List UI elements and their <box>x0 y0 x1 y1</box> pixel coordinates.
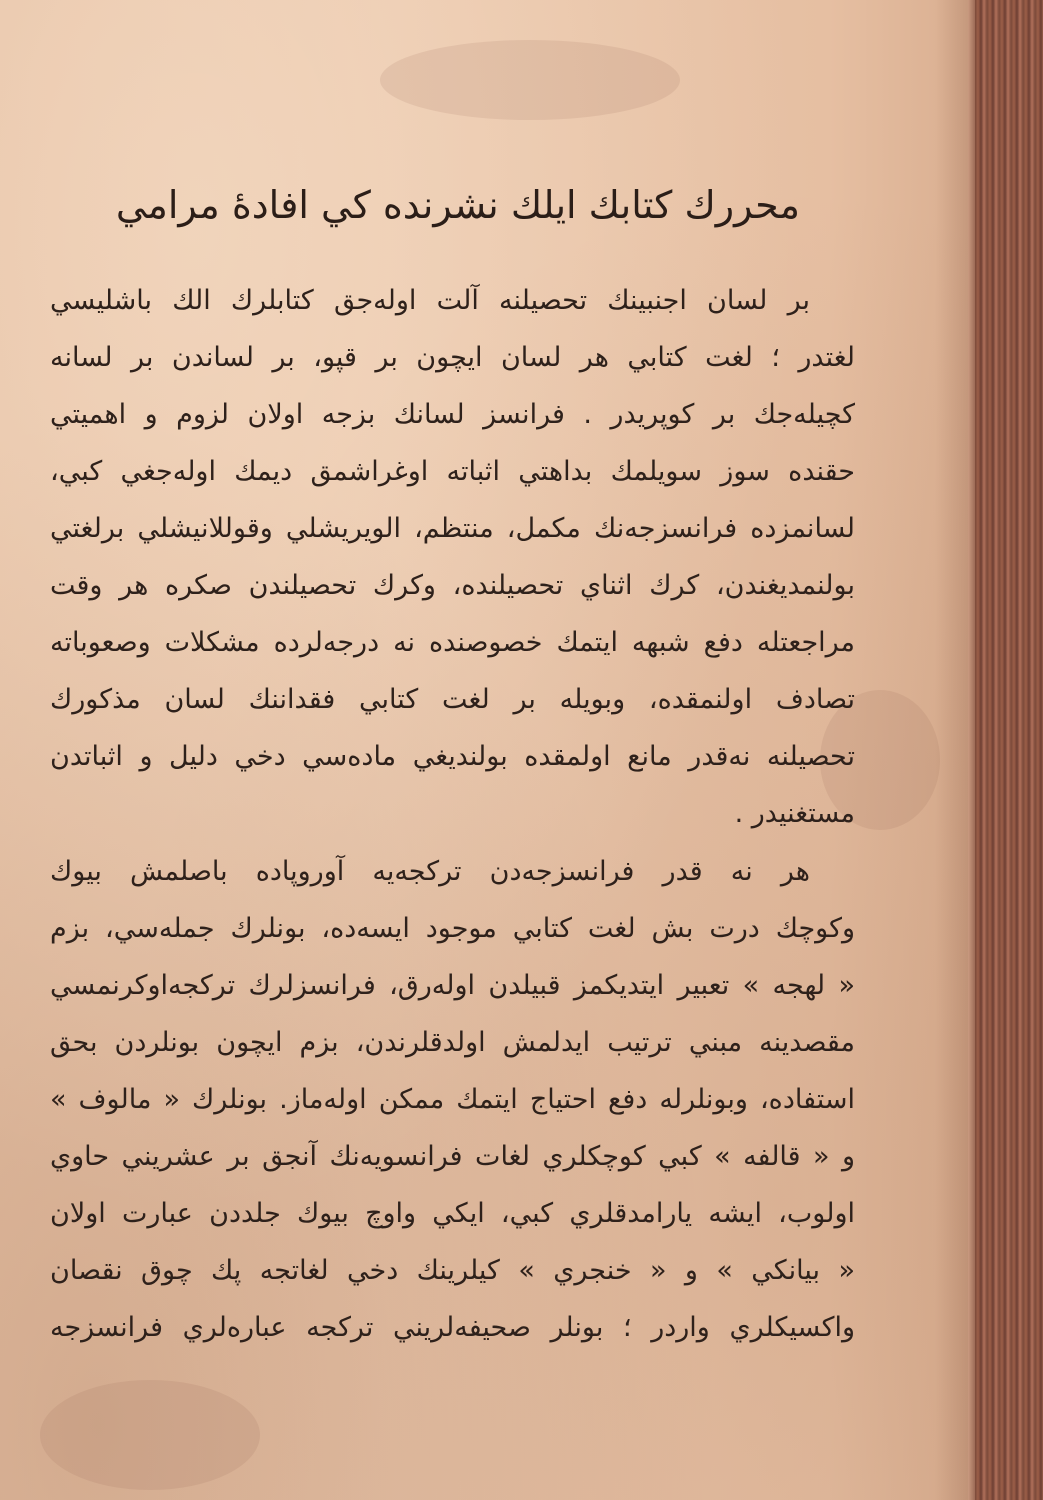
book-spine <box>975 0 1043 1500</box>
text-line: واكسيكلري واردر ؛ بونلر صحيفه‌لريني تركجه عباره‌لري فرانسزجه <box>50 1312 855 1343</box>
text-line: اولوب، ايشه يارامدقلري كبي، ايكي واوچ بيوك جلددن عبارت اولان <box>50 1198 855 1229</box>
page-heading: محررك كتابك ايلك نشرنده كي افادهٔ مرامي <box>115 183 800 227</box>
text-line: « بيانكي » و « خنجري » كيلرينك دخي لغاتجه پك چوق نقصان <box>50 1255 855 1286</box>
text-line: مقصدينه مبني ترتيب ايدلمش اولدقلرندن، بزم ايچون بونلردن بحق <box>50 1027 855 1058</box>
text-line: و « قالفه » كبي كوچكلري لغات فرانسويه‌نك آنجق بر عشريني حاوي <box>50 1141 855 1172</box>
text-line: مراجعتله دفع شبهه ايتمك خصوصنده نه درجه‌لرده مشكلات وصعوباته <box>50 627 855 658</box>
text-line: لسانمزده فرانسزجه‌نك مكمل، منتظم، الويريشلي وقوللانيشلي برلغتي <box>50 513 855 544</box>
text-line: « لهجه » تعبير ايتديكمز قبيلدن اوله‌رق، فرانسزلرك تركجه‌اوكرنمسي <box>50 970 855 1001</box>
text-line: تحصيلنه نه‌قدر مانع اولمقده بولنديغي ماده‌سي دخي دليل و اثباتدن <box>50 741 855 772</box>
text-line: بولنمديغندن، كرك اثناي تحصيلنده، وكرك تحصيلندن صكره هر وقت <box>50 570 855 601</box>
text-line: بر لسان اجنبينك تحصيلنه آلت اوله‌جق كتابلرك الك باشليسي <box>50 285 810 316</box>
text-line: تصادف اولنمقده، وبويله بر لغت كتابي فقداننك لسان مذكورك <box>50 684 855 715</box>
text-line: حقنده سوز سويلمك بداهتي اثباته اوغراشمق ديمك اوله‌جغي كبي، <box>50 456 855 487</box>
paragraph-2 <box>50 843 855 1356</box>
paper-stain <box>380 40 680 120</box>
text-line: وكوچك درت بش لغت كتابي موجود ايسه‌ده، بونلرك جمله‌سي، بزم <box>50 913 855 944</box>
text-line: كچيله‌جك بر كوپريدر . فرانسز لسانك بزجه اولان لزوم و اهميتي <box>50 399 855 430</box>
text-line: استفاده، وبونلرله دفع احتياج ايتمك ممكن اوله‌ماز. بونلرك « مالوف » <box>50 1084 855 1115</box>
paragraph-1 <box>50 272 855 842</box>
text-line: هر نه قدر فرانسزجه‌دن تركجه‌يه آوروپاده باصلمش بيوك <box>50 856 810 887</box>
text-line: مستغنيدر . <box>734 798 855 829</box>
text-line: لغتدر ؛ لغت كتابي هر لسان ايچون بر قپو، بر لساندن بر لسانه <box>50 342 855 373</box>
paper-stain <box>40 1380 260 1490</box>
